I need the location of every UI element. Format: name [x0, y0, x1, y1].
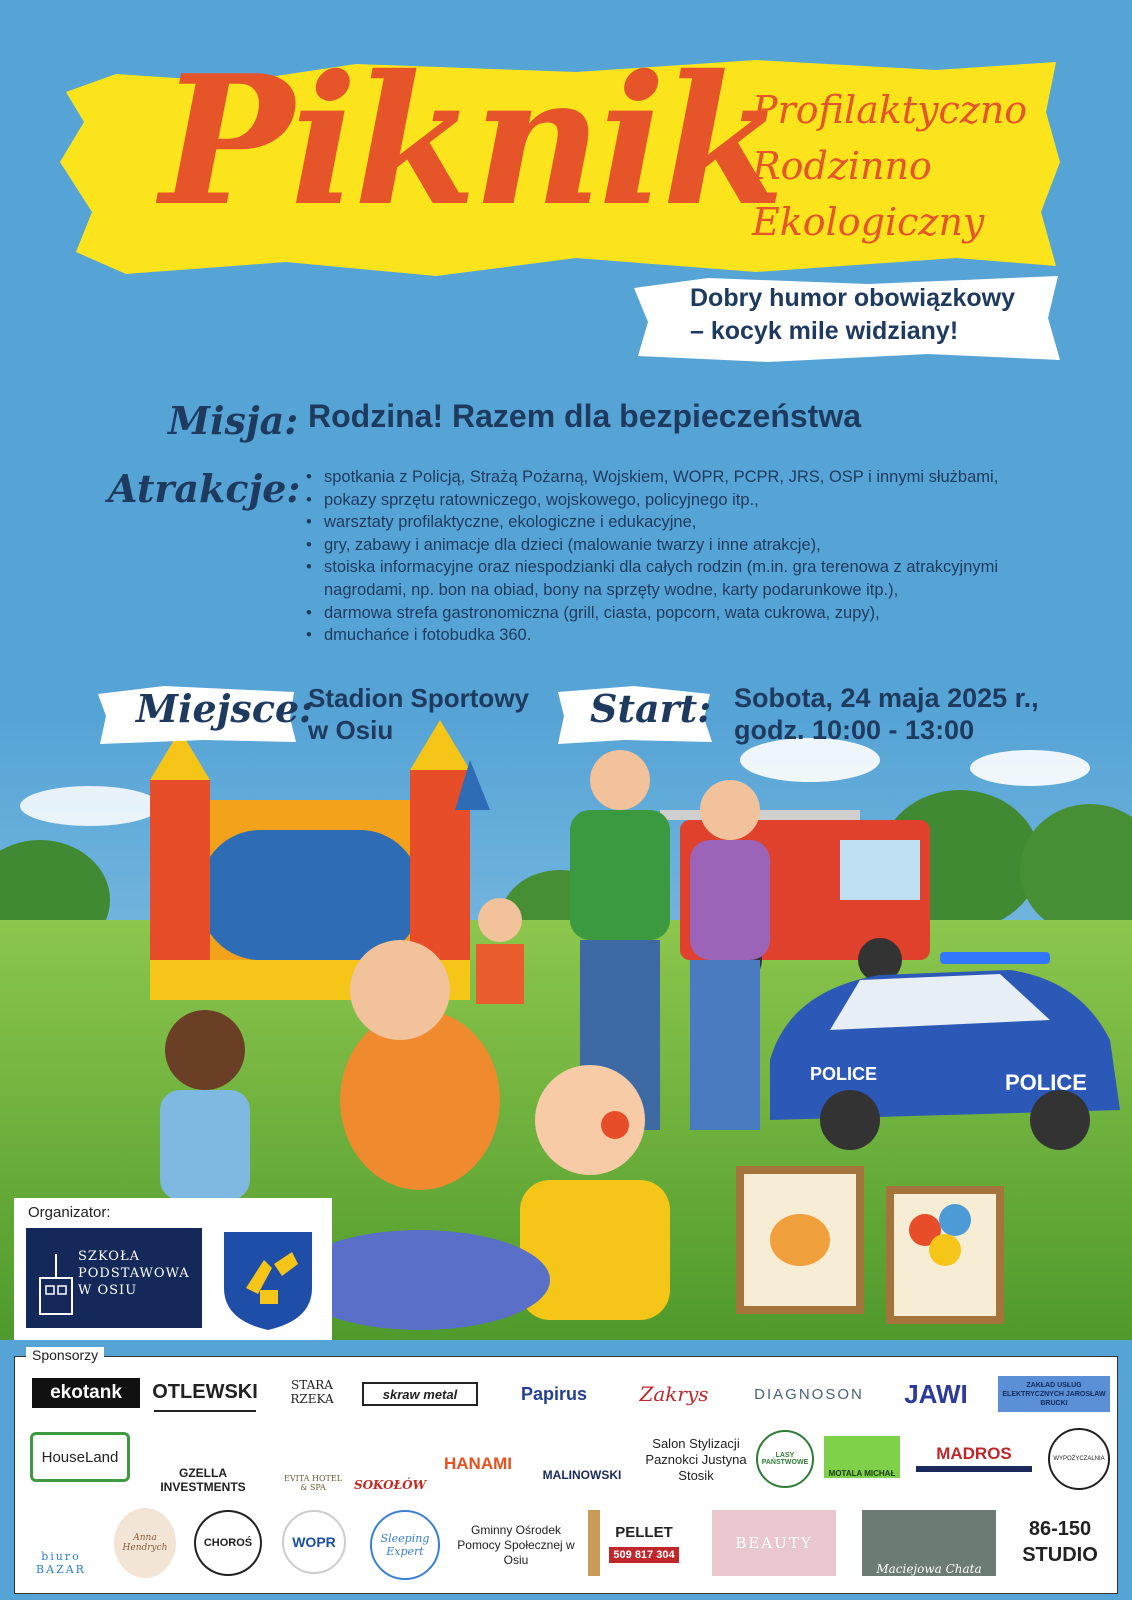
attraction-item: • stoiska informacyjne oraz niespodzianki dla całych rodzin (m.in. gra terenowa z atrakcyjnymi nagrodami, np. bon na obiad, bony na sprzęty wodne, karty podarunkowe itp.),	[306, 556, 1066, 601]
school-name-line: W OSIU	[78, 1283, 138, 1298]
school-name-line: PODSTAWOWA	[78, 1266, 190, 1281]
pellet-brand: PELLET	[615, 1523, 673, 1541]
subtitle-line: Ekologiczny	[752, 200, 985, 244]
place-value	[308, 682, 529, 746]
attraction-item: • pokazy sprzętu ratowniczego, wojskowego, policyjnego itp.,	[306, 489, 1066, 512]
sponsors-title: Sponsorzy	[26, 1347, 104, 1363]
police-door-label: POLICE	[1005, 1070, 1087, 1095]
humor-line: Dobry humor obowiązkowy	[690, 284, 1016, 312]
place-label: Miejsce:	[136, 686, 314, 731]
sponsor-logo-ekotank: ekotank	[32, 1378, 140, 1408]
school-name-line: SZKOŁA	[78, 1249, 141, 1264]
sponsor-logo-beauty: BEAUTY	[712, 1510, 836, 1576]
school-logo	[26, 1228, 202, 1328]
sponsor-logo-gzella: GZELLA INVESTMENTS	[160, 1466, 246, 1494]
start-line: Sobota, 24 maja 2025 r.,	[734, 683, 1039, 713]
sponsor-logo-biuro-bazar: biuro BAZAR	[36, 1550, 86, 1576]
place-line: Stadion Sportowy	[308, 683, 529, 713]
sponsor-logo-wopr: WOPR	[282, 1510, 346, 1574]
sponsor-logo-jawi: JAWI	[904, 1378, 968, 1409]
sponsor-logo-evita: EVITA HOTEL & SPA	[283, 1474, 343, 1492]
sponsor-logo-maciejowa-chata: Maciejowa Chata	[862, 1510, 996, 1576]
start-value	[734, 682, 1039, 746]
subtitle-line: Rodzinno	[752, 144, 932, 188]
sponsor-logo-brucki: ZAKŁAD USŁUG ELEKTRYCZNYCH JAROSŁAW BRUCKI	[998, 1376, 1110, 1412]
attraction-item: • darmowa strefa gastronomiczna (grill, ciasta, popcorn, wata cukrowa, zupy),	[306, 602, 1066, 625]
attraction-item: • dmuchańce i fotobudka 360.	[306, 624, 1066, 647]
school-building-icon	[36, 1248, 76, 1318]
sponsor-logo-wypozyczalnia: WYPOŻYCZALNIA	[1048, 1428, 1110, 1490]
sponsor-logo-anna-hendrych: Anna Hendrych	[114, 1508, 176, 1578]
attraction-item: • warsztaty profilaktyczne, ekologiczne i edukacyjne,	[306, 511, 1066, 534]
subtitle-line: Profilaktyczno	[752, 88, 1028, 132]
sponsor-logo-diagnoson: DIAGNOSON	[754, 1385, 864, 1403]
sponsor-logo-houseland: HouseLand	[30, 1432, 130, 1482]
humor-line: – kocyk mile widziany!	[690, 317, 959, 345]
attraction-item: • gry, zabawy i animacje dla dzieci (malowanie twarzy i inne atrakcje),	[306, 534, 1066, 557]
start-label: Start:	[590, 686, 712, 731]
sponsor-logo-otlewski: OTLEWSKI	[154, 1374, 256, 1412]
sponsor-logo-papirus: Papirus	[520, 1383, 588, 1404]
place-line: w Osiu	[308, 715, 394, 745]
humor-note	[690, 282, 1015, 348]
attractions-list	[306, 466, 1066, 647]
police-car-label: POLICE	[810, 1064, 878, 1084]
sponsor-logo-gops: Gminny Ośrodek Pomocy Społecznej w Osiu	[457, 1522, 575, 1567]
attraction-item: • spotkania z Policją, Strażą Pożarną, Wojskiem, WOPR, PCPR, JRS, OSP i innymi służbami,	[306, 466, 1066, 489]
sponsor-logo-sleeping-expert: Sleeping Expert	[370, 1510, 440, 1580]
organizer-title: Organizator:	[28, 1204, 111, 1221]
sponsor-logo-madros: MADROS	[916, 1442, 1032, 1472]
sponsor-logo-choros: CHOROŚ	[194, 1510, 262, 1576]
page-title: Piknik	[160, 36, 782, 245]
sponsor-logo-lasy-panstwowe: LASY PAŃSTWOWE	[756, 1430, 814, 1488]
sponsor-logo-sokolow: SOKOŁÓW	[353, 1478, 427, 1492]
sponsor-logo-zakrys: Zakrys	[639, 1382, 709, 1406]
pellet-phone: 509 817 304	[609, 1547, 678, 1563]
sponsor-logo-motala: MOTALA MICHAŁ	[824, 1436, 900, 1478]
subtitle	[752, 82, 1027, 250]
sponsor-logo-stara-rzeka: STARA RZEKA	[290, 1378, 334, 1406]
municipality-crest-icon	[220, 1228, 316, 1332]
mission-label: Misja:	[168, 398, 299, 443]
mission-text: Rodzina! Razem dla bezpieczeństwa	[308, 398, 862, 434]
attractions-label: Atrakcje:	[108, 466, 301, 511]
sponsor-logo-hanami: HANAMI	[444, 1454, 512, 1473]
sponsor-logo-86-150-studio: 86-150 STUDIO	[1022, 1518, 1098, 1566]
start-line: godz. 10:00 - 13:00	[734, 715, 975, 745]
sponsor-logo-skrawmetal: skraw metal	[362, 1382, 478, 1406]
sponsor-logo-salon-stylizacji: Salon Stylizacji Paznokci Justyna Stosik	[645, 1436, 747, 1483]
sponsor-logo-malinowski: MALINOWSKI	[542, 1468, 622, 1482]
sponsor-logo-pellet	[588, 1510, 688, 1576]
